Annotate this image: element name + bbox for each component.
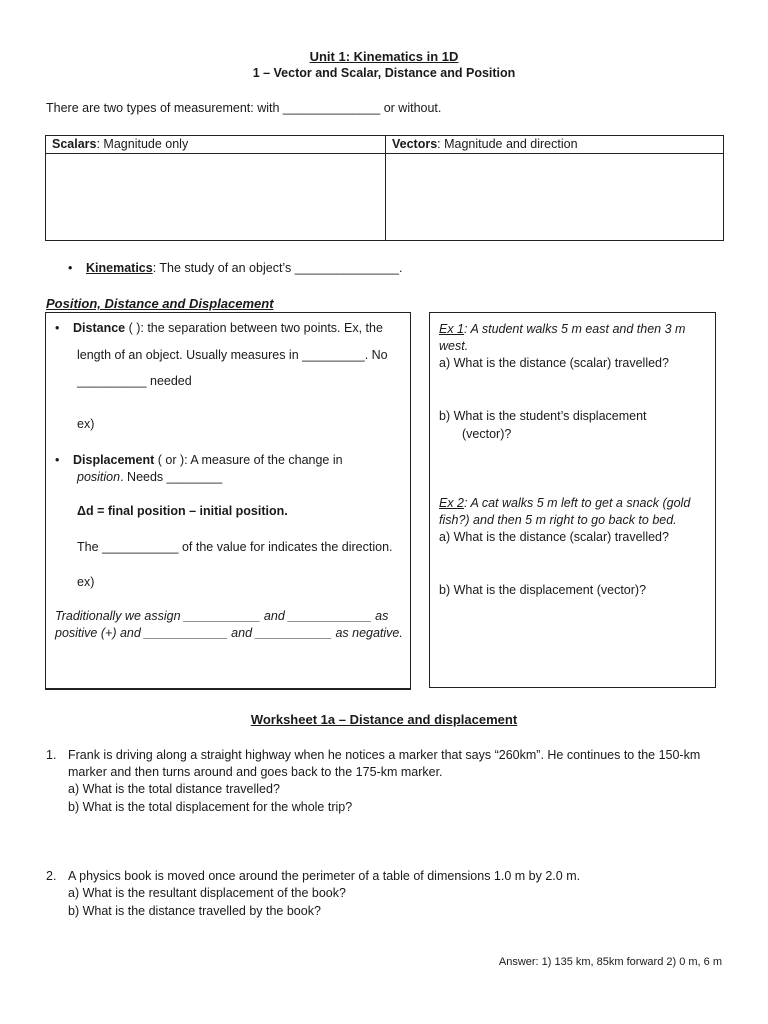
distance-term: Distance	[73, 321, 126, 335]
displacement-example: ex)	[77, 575, 95, 589]
q1-part-b: b) What is the total displacement for the whole trip?	[68, 800, 353, 814]
q1-number: 1.	[46, 748, 57, 762]
sign-line: The ___________ of the value for indicates the direction.	[77, 540, 393, 554]
ex2-question-a: a) What is the distance (scalar) travelled?	[439, 530, 669, 544]
q2-part-b: b) What is the distance travelled by the book?	[68, 904, 321, 918]
vectors-desc: : Magnitude and direction	[437, 137, 578, 151]
bullet-icon: •	[55, 321, 60, 335]
q2-line-1: A physics book is moved once around the perimeter of a table of dimensions 1.0 m by 2.0 m.	[68, 869, 581, 883]
worksheet-title: Worksheet 1a – Distance and displacement	[250, 712, 518, 727]
ex2-text-2: fish?) and then 5 m right to go back to bed.	[439, 513, 677, 527]
kinematics-bullet	[68, 261, 402, 275]
ex1-question-b: b) What is the student’s displacement	[439, 409, 647, 423]
scalars-cell	[46, 154, 386, 241]
distance-line-1	[55, 321, 383, 335]
vectors-header	[386, 136, 724, 154]
assign-line-1: Traditionally we assign ___________ and ____________ as	[55, 609, 389, 623]
ex2-header	[439, 496, 690, 510]
scalars-header	[46, 136, 386, 154]
answer-key: Answer: 1) 135 km, 85km forward 2) 0 m, 6 m	[498, 956, 722, 968]
ex2-question-b: b) What is the displacement (vector)?	[439, 583, 647, 597]
scalars-label: Scalars	[52, 137, 97, 151]
page-subtitle: 1 – Vector and Scalar, Distance and Position	[252, 66, 516, 80]
bullet-icon: •	[68, 261, 73, 275]
kinematics-term: Kinematics	[86, 261, 153, 275]
needs-text: . Needs ________	[120, 470, 223, 484]
q2-part-a: a) What is the resultant displacement of the book?	[68, 886, 346, 900]
ex2-text: : A cat walks 5 m left to get a snack (gold	[464, 496, 691, 510]
distance-example: ex)	[77, 417, 95, 431]
kinematics-definition: : The study of an object’s _______________.	[152, 261, 403, 275]
q1-part-a: a) What is the total distance travelled?	[68, 782, 280, 796]
examples-box	[429, 312, 716, 688]
vectors-cell	[386, 154, 724, 241]
bullet-icon: •	[55, 453, 60, 467]
distance-line-3: __________ needed	[77, 374, 192, 388]
ex1-text: : A student walks 5 m east and then 3 m	[464, 322, 686, 336]
ex2-label: Ex 2	[439, 496, 465, 510]
displacement-line-1	[55, 453, 343, 467]
page-title: Unit 1: Kinematics in 1D	[309, 49, 459, 64]
q1-line-1: Frank is driving along a straight highway when he notices a marker that says “260km”. He continues to the 150-km	[68, 748, 701, 762]
intro-text: There are two types of measurement: with ______________ or without.	[46, 101, 442, 115]
scalar-vector-table	[45, 135, 724, 241]
ex1-question-b-2: (vector)?	[462, 427, 512, 441]
section-heading: Position, Distance and Displacement	[46, 296, 274, 311]
scalars-desc: : Magnitude only	[96, 137, 189, 151]
q1-line-2: marker and then turns around and goes back to the 175-km marker.	[68, 765, 443, 779]
ex1-question-a: a) What is the distance (scalar) travelled?	[439, 356, 669, 370]
q2-number: 2.	[46, 869, 57, 883]
displacement-formula: Δd = final position – initial position.	[77, 504, 288, 518]
position-word: position	[77, 470, 121, 484]
displacement-line-2	[77, 470, 222, 484]
ex1-header	[439, 322, 685, 336]
distance-def: ( ): the separation between two points. Ex, the	[125, 321, 383, 335]
displacement-def: ( or ): A measure of the change in	[154, 453, 343, 467]
assign-line-2: positive (+) and ____________ and ___________ as negative.	[55, 626, 403, 640]
ex1-text-2: west.	[439, 339, 469, 353]
ex1-label: Ex 1	[439, 322, 465, 336]
displacement-term: Displacement	[73, 453, 155, 467]
definitions-box	[45, 312, 411, 690]
distance-line-2: length of an object. Usually measures in _________. No	[77, 348, 388, 362]
vectors-label: Vectors	[392, 137, 438, 151]
